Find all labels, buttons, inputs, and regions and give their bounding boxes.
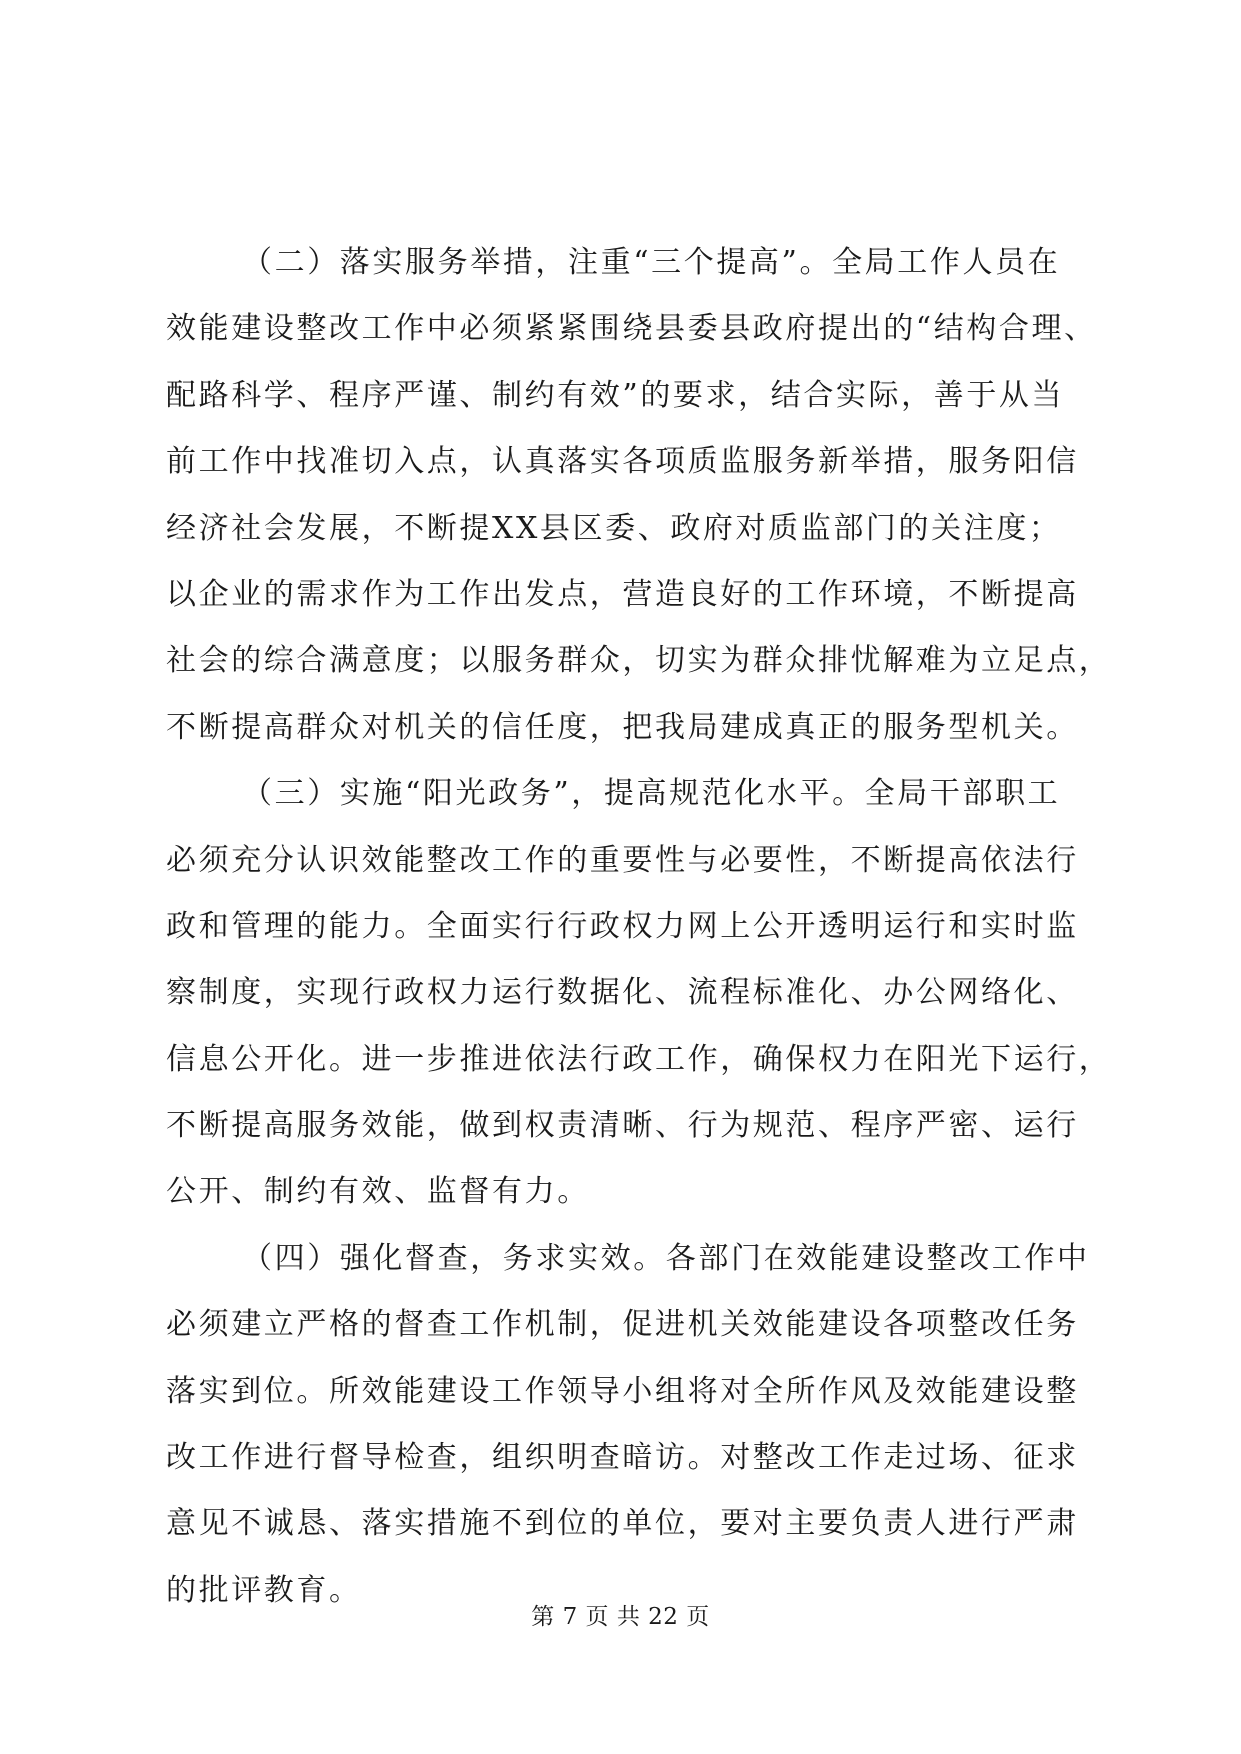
text-line: 前工作中找准切入点，认真落实各项质监服务新举措，服务阳信 bbox=[166, 444, 1079, 480]
paragraph-2 bbox=[166, 230, 1112, 761]
text-line: 配路科学、程序严谨、制约有效”的要求，结合实际，善于从当 bbox=[166, 377, 1065, 413]
text-line: 落实到位。所效能建设工作领导小组将对全所作风及效能建设整 bbox=[166, 1373, 1079, 1409]
page-number: 第 7 页 共 22 页 bbox=[531, 1604, 710, 1630]
text-line: 察制度，实现行政权力运行数据化、流程标准化、办公网络化、 bbox=[166, 975, 1079, 1011]
text-line: 的批评教育。 bbox=[166, 1572, 362, 1608]
text-line: 政和管理的能力。全面实行行政权力网上公开透明运行和实时监 bbox=[166, 908, 1079, 944]
text-line: 公开、制约有效、监督有力。 bbox=[166, 1174, 590, 1210]
text-line: 必须建立严格的督查工作机制，促进机关效能建设各项整改任务 bbox=[166, 1307, 1079, 1343]
text-line: 改工作进行督导检查，组织明查暗访。对整改工作走过场、征求 bbox=[166, 1440, 1079, 1476]
text-line: （三）实施“阳光政务”，提高规范化水平。全局干部职工 bbox=[242, 776, 1061, 812]
text-line: 信息公开化。进一步推进依法行政工作，确保权力在阳光下运行， bbox=[166, 1041, 1112, 1077]
document-body bbox=[166, 230, 1112, 1624]
text-line: 不断提高群众对机关的信任度，把我局建成真正的服务型机关。 bbox=[166, 709, 1079, 745]
text-line: 意见不诚恳、落实措施不到位的单位，要对主要负责人进行严肃 bbox=[166, 1506, 1079, 1542]
text-line: 社会的综合满意度；以服务群众，切实为群众排忧解难为立足点， bbox=[166, 643, 1112, 679]
text-line: 经济社会发展，不断提XX县区委、政府对质监部门的关注度； bbox=[166, 510, 1062, 546]
text-line: 以企业的需求作为工作出发点，营造良好的工作环境，不断提高 bbox=[166, 576, 1079, 612]
text-line: （四）强化督查，务求实效。各部门在效能建设整改工作中 bbox=[242, 1240, 1090, 1276]
paragraph-3 bbox=[166, 761, 1112, 1226]
page-footer bbox=[0, 1602, 1241, 1632]
text-line: （二）落实服务举措，注重“三个提高”。全局工作人员在 bbox=[242, 245, 1061, 280]
text-line: 效能建设整改工作中必须紧紧围绕县委县政府提出的“结构合理、 bbox=[166, 311, 1097, 347]
text-line: 必须充分认识效能整改工作的重要性与必要性，不断提高依法行 bbox=[166, 842, 1079, 878]
paragraph-4 bbox=[166, 1226, 1106, 1624]
text-line: 不断提高服务效能，做到权责清晰、行为规范、程序严密、运行 bbox=[166, 1108, 1079, 1144]
